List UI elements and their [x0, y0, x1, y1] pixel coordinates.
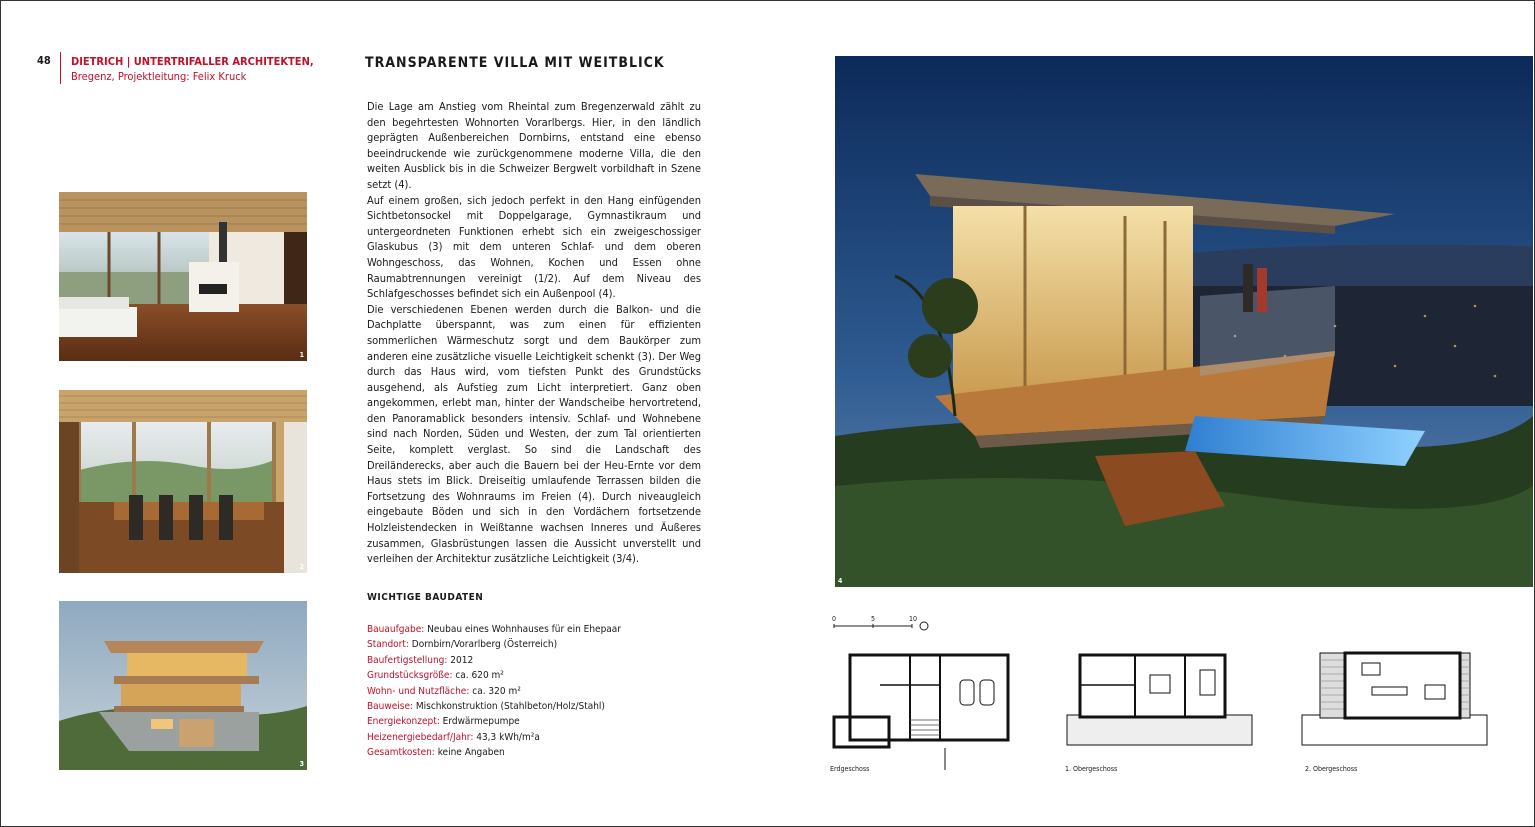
photo-number: 2	[299, 563, 304, 571]
body-paragraph: Die verschiedenen Ebenen werden durch die Balkon- und die Dachplatte überspannt, was zum einen für effizienten sommerlichen Wärmeschutz sorgt und dem Baukörper zum anderen eine zusätzliche visuelle Leichtigkeit schenkt (3). Der Weg durch das Haus wird, vom tiefsten Punkt des Grundstücks ausgehend, als Aufstieg zum Licht interpretiert. Ganz oben angekommen, erlebt man, hinter der Wandscheibe hervortretend, den Panoramablick besonders intensiv. Schlaf- und Wohnebene sind nach Norden, Süden und Westen, der zum Tal orientierten Seite, komplett verglast. So sind die Landschaft des Dreiländerecks, aber auch die Bauern bei der Heu-Ernte vor dem Haus stets im Blick. Dreiseitig umlaufende Terrassen bilden die Fortsetzung des Wohnraums im Freien (4). Durch niveaugleich eingebaute Böden und sich in den Vordächern fortsetzende Holzleistendecken in Weißtanne wachsen Inneres und Äußeres zusammen, Glasbrüstungen lassen die Aussicht unverstellt und verleihen der Architektur zusätzliche Leichtigkeit (3/4).	[367, 302, 701, 566]
header-divider	[60, 52, 61, 84]
fact-row	[367, 745, 621, 760]
fact-value: Neubau eines Wohnhauses für ein Ehepaar	[427, 624, 621, 635]
villa-night-image	[835, 56, 1533, 587]
fact-key: Heizenergiebedarf/Jahr:	[367, 731, 474, 743]
photo-living-room	[59, 192, 307, 361]
fact-key: Bauaufgabe:	[367, 624, 425, 635]
fact-row	[367, 684, 621, 699]
fact-row	[367, 668, 621, 683]
fact-value: ca. 320 m²	[472, 685, 521, 697]
body-paragraph: Auf einem großen, sich jedoch perfekt in den Hang einfügenden Sichtbetonsockel mit Doppelgarage, Gymnastikraum und untergeordneten Funktionen erhebt sich ein zweigeschossiger Glaskubus (3) mit dem unteren Schlaf- und dem oberen Wohngeschoss, das Wohnen, Kochen und Essen ohne Raumabtrennungen vereinigt (1/2). Auf dem Niveau des Schlafgeschosses befindet sich ein Außenpool (4).	[367, 193, 701, 301]
photo-main-night	[835, 56, 1533, 587]
scale-bar	[832, 617, 942, 637]
scale-bar-graphic	[832, 617, 942, 637]
photo-number: 1	[299, 351, 304, 359]
photo-dining	[59, 390, 307, 573]
fact-key: Wohn- und Nutzfläche:	[367, 685, 470, 697]
floorplan-caption: 1. Obergeschoss	[1065, 765, 1118, 773]
fact-key: Bauweise:	[367, 701, 414, 713]
floorplan-second-drawing	[1300, 645, 1490, 750]
architect-name: DIETRICH | UNTERTRIFALLER ARCHITEKTEN,	[71, 55, 314, 68]
facts-list	[367, 622, 621, 761]
floorplan-ground	[830, 645, 1015, 775]
photo-exterior-dusk	[59, 601, 307, 770]
page-number: 48	[37, 54, 51, 67]
living-room-image	[59, 192, 307, 361]
facts-heading: WICHTIGE BAUDATEN	[367, 592, 484, 603]
floorplan-ground-drawing	[830, 645, 1015, 770]
fact-key: Gesamtkosten:	[367, 747, 435, 759]
fact-row	[367, 637, 621, 652]
fact-row	[367, 622, 621, 637]
article-title: TRANSPARENTE VILLA MIT WEITBLICK	[365, 55, 665, 71]
fact-value: keine Angaben	[437, 747, 505, 759]
fact-key: Baufertigstellung:	[367, 654, 448, 666]
scale-label: 5	[871, 615, 876, 623]
photo-number: 4	[838, 577, 843, 585]
floorplan-first-drawing	[1065, 645, 1255, 750]
exterior-dusk-image	[59, 601, 307, 770]
article-body	[367, 99, 701, 567]
floorplan-caption: Erdgeschoss	[830, 765, 870, 773]
fact-value: Mischkonstruktion (Stahlbeton/Holz/Stahl)	[415, 701, 605, 713]
fact-value: 43,3 kWh/m²a	[476, 731, 540, 743]
floorplan-caption: 2. Obergeschoss	[1305, 765, 1358, 773]
scale-label: 0	[832, 615, 837, 623]
fact-value: 2012	[450, 654, 474, 666]
fact-row	[367, 653, 621, 668]
body-paragraph: Die Lage am Anstieg vom Rheintal zum Bregenzerwald zählt zu den begehrtesten Wohnorten Vorarlbergs. Hier, in den ländlich geprägten Außenbereichen Dornbirns, entstand eine ebenso beeindruckende wie zurückgenommene moderne Villa, die den weiten Ausblick bis in die Schweizer Bergwelt vorbildhaft in Szene setzt (4).	[367, 100, 701, 191]
fact-value: Dornbirn/Vorarlberg (Österreich)	[411, 639, 558, 651]
floorplan-first	[1065, 645, 1255, 775]
fact-row	[367, 730, 621, 745]
fact-value: ca. 620 m²	[455, 670, 504, 682]
project-lead: Bregenz, Projektleitung: Felix Kruck	[71, 70, 247, 83]
photo-number: 3	[299, 760, 304, 768]
dining-image	[59, 390, 307, 573]
fact-value: Erdwärmepumpe	[442, 716, 520, 728]
architect-credit	[71, 54, 314, 84]
scale-label: 10	[909, 615, 918, 623]
floorplan-second	[1300, 645, 1490, 775]
fact-row	[367, 714, 621, 729]
fact-key: Grundstücksgröße:	[367, 670, 453, 682]
fact-row	[367, 699, 621, 714]
fact-key: Standort:	[367, 639, 409, 651]
fact-key: Energiekonzept:	[367, 716, 440, 728]
